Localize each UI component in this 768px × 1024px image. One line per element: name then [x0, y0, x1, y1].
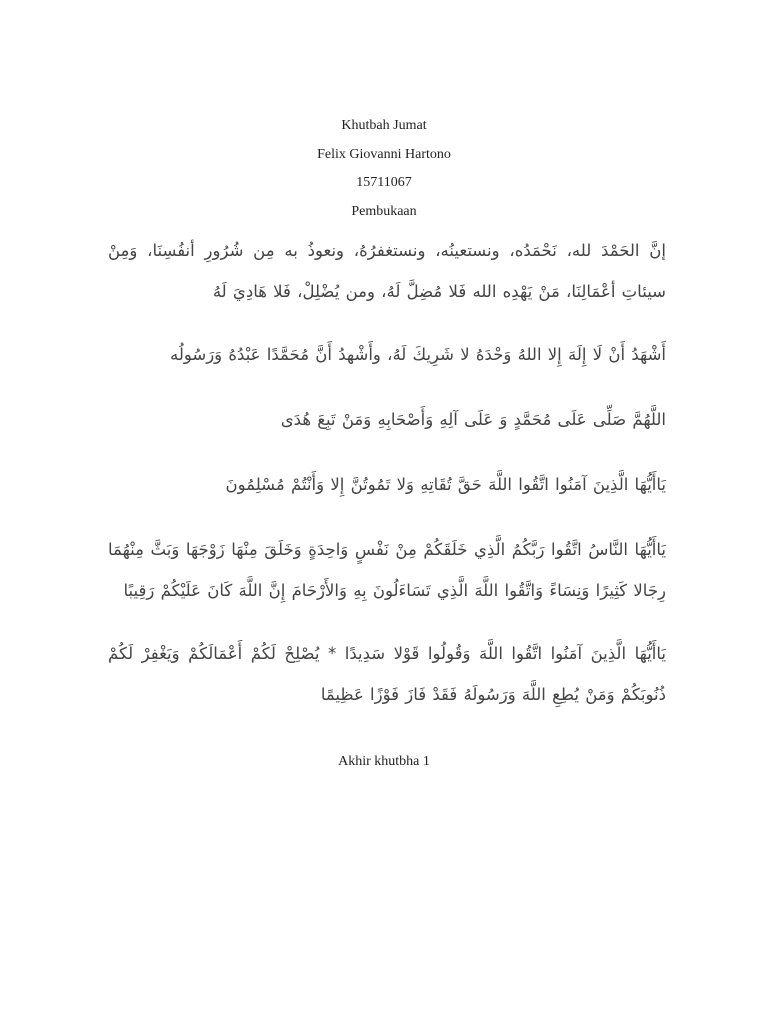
paragraph-an-nisa-1: يَاأَيُّهَا النَّاسُ اتَّقُوا رَبَّكُمُ الَّذِي خَلَقَكُمْ مِنْ نَفْسٍ وَاحِدَةٍ وَخَلَقَ مِنْهَا زَوْجَهَا وَبَثَّ مِنْهُمَا رِجَالا كَثِيرًا وَنِسَاءً وَاتَّقُوا اللَّهَ الَّذِي تَسَاءَلُونَ بِهِ وَالأَرْحَامَ إِنَّ اللَّهَ كَانَ عَلَيْكُمْ رَقِيبًا [108, 540, 666, 600]
paragraph-hamdalah: إنَّ الحَمْدَ لله، نَحْمَدُه، ونستعينُه، ونستغفرُهُ، ونعوذُ به مِن شُرُورِ أنفُسِنَا، وَمِنْ سيئاتِ أعْمَالِنَا، مَنْ يَهْدِه الله فَلا مُضِلَّ لَهُ، ومن يُضْلِلْ، فَلا هَادِيَ لَهُ [108, 241, 666, 301]
paragraph-shalawat: اللَّهُمَّ صَلِّى عَلَى مُحَمَّدٍ وَ عَلَى آلِهِ وَأَصْحَابِهِ وَمَنْ تَبِعَ هُدَى [280, 410, 666, 429]
paragraph-al-ahzab-70-71: يَاأَيُّهَا الَّذِينَ آمَنُوا اتَّقُوا اللَّهَ وَقُولُوا قَوْلا سَدِيدًا * يُصْلِحْ لَكُمْ أَعْمَالَكُمْ وَيَغْفِرْ لَكُمْ ذُنُوبَكُمْ وَمَنْ يُطِعِ اللَّهَ وَرَسُولَهُ فَقَدْ فَازَ فَوْزًا عَظِيمًا [108, 644, 666, 704]
paragraph-ali-imran-102: يَاأَيُّهَا الَّذِينَ آمَنُوا اتَّقُوا اللَّهَ حَقَّ تُقَاتِهِ وَلا تَمُوتُنَّ إِلا وَأَنْتُمْ مُسْلِمُونَ [225, 475, 666, 494]
closing-note: Akhir khutbha 1 [338, 754, 430, 769]
paragraph-syahadat: أَشْهَدُ أَنْ لَا إِلَهَ إِلا اللهُ وَحْدَهُ لا شَرِيكَ لَهُ، وأَشْهدُ أَنَّ مُحَمَّدًا عَبْدُهُ وَرَسُولُه [169, 345, 666, 364]
document-title: Khutbah Jumat [341, 118, 427, 133]
section-heading: Pembukaan [351, 203, 417, 219]
arabic-text-body [108, 230, 666, 737]
document-header [0, 112, 768, 226]
student-id: 15711067 [356, 175, 412, 190]
author-name: Felix Giovanni Hartono [317, 146, 451, 162]
